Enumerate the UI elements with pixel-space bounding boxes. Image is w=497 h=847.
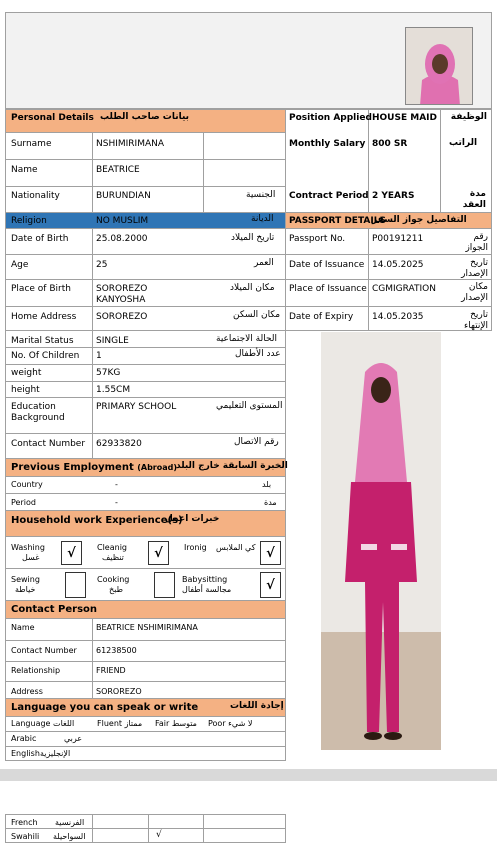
position-applied-label: Position Applied [289,113,372,123]
previous-employment-title-ar: الخبرة السابقة خارج البلد [176,461,288,471]
passport-no-ar: رقم الجواز [465,232,488,253]
contact-number-value: 62933820 [96,439,142,449]
place-of-issuance-label: Place of Issuance [289,284,367,294]
date-of-issuance-value: 14.05.2025 [372,260,424,270]
period-ar: مدة [264,498,277,507]
languages-title: Language you can speak or write [11,702,199,713]
babysitting-ar: مجالسة أطفال [182,585,232,594]
passport-no-value: P00191211 [372,234,424,244]
contact-number-ar: رقم الاتصال [234,437,279,447]
washing-ar: غسل [22,553,40,562]
age-label: Age [11,260,29,270]
surname-value: NSHIMIRIMANA [96,139,165,149]
nationality-label: Nationality [11,191,60,201]
education-ar: المستوى التعليمي [216,401,283,411]
marital-status-value: SINGLE [96,336,129,346]
sewing-label: Sewing [11,575,40,584]
contract-period-label: Contract Period [289,191,369,201]
contact-name-label: Name [11,623,35,632]
cooking-checkbox[interactable] [154,572,175,598]
weight-value: 57KG [96,368,121,378]
full-body-photo [321,332,441,750]
country-label: Country [11,480,43,489]
lang-col-fluent: Fluent ممتاز [97,719,143,728]
position-applied-ar: الوظيفة [450,112,487,122]
languages-title-ar: إجادة اللغات [230,701,284,711]
children-label: No. Of Children [11,351,80,361]
contact-phone-label: Contact Number [11,646,77,655]
country-ar: بلد [262,480,272,489]
name-value: BEATRICE [96,165,140,175]
contact-address-label: Address [11,687,43,696]
babysitting-label: Babysitting [182,575,228,584]
place-of-issuance-ar: مكان الإصدار [461,282,488,303]
date-of-expiry-value: 14.05.2035 [372,312,424,322]
country-value: - [115,480,118,489]
contract-period-ar: مدة العقد [462,189,486,210]
home-address-label: Home Address [11,312,77,322]
english-ar: الإنجليزية [40,749,71,758]
children-value: 1 [96,351,102,361]
ironing-ar: كي الملابس [216,543,256,552]
swahili-ar: السواحيلة [53,832,86,841]
household-title-ar: خبرات اعمل [165,514,220,524]
surname-label: Surname [11,139,52,149]
religion-label: Religion [11,216,47,226]
relationship-label: Relationship [11,666,61,675]
page-break [0,769,497,781]
dob-label: Date of Birth [11,234,69,244]
lang-col-language: Language اللغات [11,719,75,728]
religion-value: NO MUSLIM [96,216,149,226]
monthly-salary-value: 800 SR [372,139,408,149]
contract-period-value: 2 YEARS [372,191,415,201]
lang-col-fair: Fair متوسط [155,719,197,728]
place-of-issuance-value: CGMIGRATION [372,284,436,294]
place-of-birth-label: Place of Birth [11,284,71,294]
passport-details-title-ar: التفاصيل جواز السفر [372,215,467,225]
cooking-ar: طبخ [109,585,123,594]
passport-no-label: Passport No. [289,234,346,244]
personal-details-title-ar: بيانات صاحب الطلب [100,112,190,122]
period-label: Period [11,498,36,507]
weight-label: weight [11,368,42,378]
place-of-birth-ar: مكان الميلاد [230,283,275,293]
height-value: 1.55CM [96,385,131,395]
cleaning-label: Cleanig [97,543,128,552]
monthly-salary-label: Monthly Salary [289,139,366,149]
household-title: Household work Experience(s) [11,515,183,526]
contact-phone-value: 61238500 [96,646,137,655]
contact-address-value: SOROREZO [96,687,142,696]
lang-col-poor: Poor لا شيء [208,719,253,728]
date-of-expiry-ar: تاريخ الإنتهاء [464,310,488,331]
dob-ar: تاريخ الميلاد [231,233,275,243]
name-label: Name [11,165,38,175]
contact-name-value: BEATRICE NSHIMIRIMANA [96,623,198,632]
date-of-issuance-label: Date of Issuance [289,260,365,270]
contact-number-label: Contact Number [11,439,86,449]
washing-label: Washing [11,543,45,552]
education-label: Education Background [11,402,65,423]
english-label: English [11,749,40,758]
nationality-ar: الجنسية [246,190,276,200]
position-applied-value: HOUSE MAID [372,113,437,123]
french-ar: الفرنسية [55,818,85,827]
age-value: 25 [96,260,108,270]
swahili-label: Swahili [11,832,40,841]
swahili-fair-check: √ [156,830,162,840]
sewing-ar: خياطة [15,585,36,594]
date-of-expiry-label: Date of Expiry [289,312,354,322]
education-value: PRIMARY SCHOOL [96,402,177,412]
arabic-label: Arabic [11,734,37,743]
place-of-birth-value: SOROREZO KANYOSHA [96,284,148,305]
period-value: - [115,498,118,507]
sewing-checkbox[interactable] [65,572,86,598]
height-label: height [11,385,40,395]
home-address-value: SOROREZO [96,312,148,322]
marital-status-label: Marital Status [11,336,74,346]
cooking-label: Cooking [97,575,130,584]
french-label: French [11,818,38,827]
arabic-ar: عربي [64,734,83,743]
personal-details-title: Personal Details [11,113,94,123]
washing-checkbox[interactable]: √ [61,541,82,565]
ironing-label: Ironig [184,543,207,552]
cleaning-checkbox[interactable]: √ [148,541,169,565]
cleaning-ar: تنظيف [102,553,124,562]
relationship-value: FRIEND [96,666,126,675]
passport-details-title: PASSPORT DETAILS [289,216,386,226]
religion-ar: الديانة [251,214,274,224]
marital-status-ar: الحالة الاجتماعية [216,334,277,344]
children-ar: عدد الأطفال [235,349,281,359]
monthly-salary-ar: الراتب [449,138,478,148]
nationality-value: BURUNDIAN [96,191,151,201]
previous-employment-title: Previous Employment (Abroad) [11,462,178,473]
date-of-issuance-ar: تاريخ الإصدار [461,258,488,279]
contact-person-title: Contact Person [11,604,98,615]
portrait-photo [405,27,473,105]
ironing-checkbox[interactable]: √ [260,541,281,565]
age-ar: العمر [254,258,274,268]
babysitting-checkbox[interactable]: √ [260,572,281,598]
home-address-ar: مكان السكن [233,310,281,320]
dob-value: 25.08.2000 [96,234,148,244]
